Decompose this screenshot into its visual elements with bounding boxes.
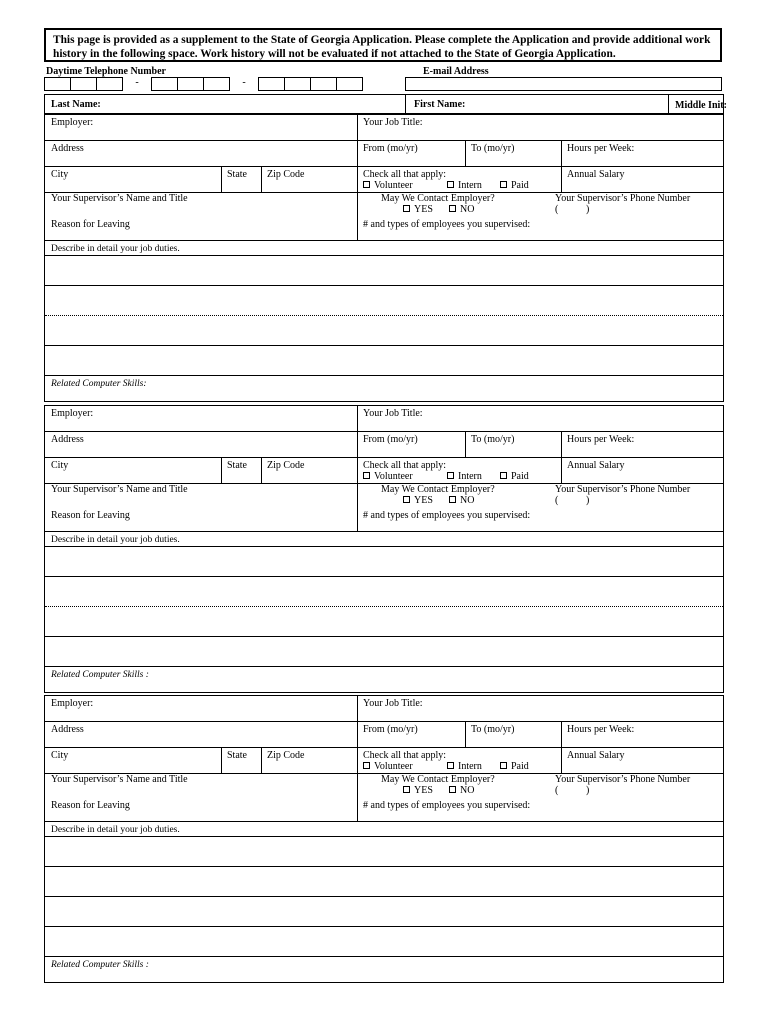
hours-per-week-field[interactable]: Hours per Week: xyxy=(567,724,635,735)
duties-label-row xyxy=(45,822,723,837)
notice-line-2: history in the following space. Work history will not be evaluated if not attached to the State of Georgia Application. xyxy=(53,48,616,60)
paid-label: Paid xyxy=(511,180,529,191)
to-date-field[interactable]: To (mo/yr) xyxy=(471,434,515,445)
job-block-3 xyxy=(44,695,724,983)
duties-line[interactable] xyxy=(45,927,723,957)
duties-label: Describe in detail your job duties. xyxy=(51,825,180,835)
duties-label-row xyxy=(45,241,723,256)
intern-label: Intern xyxy=(458,180,482,191)
intern-checkbox[interactable] xyxy=(447,761,482,773)
middle-init-field[interactable] xyxy=(669,95,727,113)
last-name-label: Last Name: xyxy=(51,99,101,110)
divider xyxy=(357,215,358,240)
phone-dash: - xyxy=(242,77,246,88)
checkbox-icon xyxy=(403,205,410,212)
yes-label: YES xyxy=(414,495,433,506)
checkbox-icon xyxy=(363,472,370,479)
supervisor-phone-area-close: ) xyxy=(586,495,590,506)
no-label: NO xyxy=(460,495,475,506)
divider xyxy=(561,167,562,192)
checkbox-icon xyxy=(500,181,507,188)
volunteer-checkbox[interactable] xyxy=(363,180,413,192)
phone-digit-box[interactable] xyxy=(96,77,123,91)
checkbox-icon xyxy=(403,786,410,793)
from-date-field[interactable]: From (mo/yr) xyxy=(363,143,418,154)
divider xyxy=(357,722,358,747)
check-all-label: Check all that apply: xyxy=(363,169,447,180)
reason-row xyxy=(45,506,723,532)
duties-line[interactable] xyxy=(45,346,723,376)
intern-checkbox[interactable] xyxy=(447,180,482,192)
job-block-1 xyxy=(44,114,724,402)
volunteer-label: Volunteer xyxy=(374,761,413,772)
divider xyxy=(261,167,262,192)
yes-label: YES xyxy=(414,204,433,215)
to-date-field[interactable]: To (mo/yr) xyxy=(471,724,515,735)
divider xyxy=(561,141,562,166)
notice-line-1: This page is provided as a supplement to the State of Georgia Application. Please complete the Application and provide additional work xyxy=(53,34,711,46)
employer-row xyxy=(45,696,723,722)
annual-salary-field[interactable]: Annual Salary xyxy=(567,169,625,180)
divider xyxy=(357,748,358,773)
divider xyxy=(357,458,358,483)
checkbox-icon xyxy=(449,205,456,212)
phone-digit-box[interactable] xyxy=(284,77,311,91)
duties-label: Describe in detail your job duties. xyxy=(51,244,180,254)
checkbox-icon xyxy=(500,762,507,769)
intern-label: Intern xyxy=(458,471,482,482)
phone-digit-box[interactable] xyxy=(336,77,363,91)
divider xyxy=(357,506,358,531)
employer-field[interactable]: Employer: xyxy=(51,408,94,419)
reason-for-leaving-field[interactable]: Reason for Leaving xyxy=(51,219,130,230)
city-row xyxy=(45,458,723,484)
checkbox-icon xyxy=(449,496,456,503)
divider xyxy=(357,167,358,192)
paid-checkbox[interactable] xyxy=(500,471,529,483)
divider xyxy=(357,796,358,821)
state-field[interactable]: State xyxy=(227,750,247,761)
supervisor-phone-label: Your Supervisor’s Phone Number xyxy=(555,193,691,204)
duties-line[interactable] xyxy=(45,577,723,607)
duties-label: Describe in detail your job duties. xyxy=(51,535,180,545)
divider xyxy=(261,458,262,483)
annual-salary-field[interactable]: Annual Salary xyxy=(567,750,625,761)
hours-per-week-field[interactable]: Hours per Week: xyxy=(567,143,635,154)
supervisor-phone-area-close: ) xyxy=(586,785,590,796)
volunteer-label: Volunteer xyxy=(374,180,413,191)
job-title-field[interactable]: Your Job Title: xyxy=(363,698,423,709)
first-name-label: First Name: xyxy=(414,99,466,110)
paid-checkbox[interactable] xyxy=(500,180,529,192)
supervisor-phone-area-close: ) xyxy=(586,204,590,215)
supervisor-name-field[interactable]: Your Supervisor’s Name and Title xyxy=(51,774,188,785)
supervisor-phone-area-open: ( xyxy=(555,495,559,506)
phone-digit-box[interactable] xyxy=(203,77,230,91)
paid-label: Paid xyxy=(511,761,529,772)
divider xyxy=(561,458,562,483)
address-field[interactable]: Address xyxy=(51,434,84,445)
phone-digit-box[interactable] xyxy=(44,77,71,91)
city-field[interactable]: City xyxy=(51,169,69,180)
duties-line[interactable] xyxy=(45,286,723,316)
address-row xyxy=(45,432,723,458)
checkbox-icon xyxy=(363,181,370,188)
duties-line[interactable] xyxy=(45,547,723,577)
divider xyxy=(357,406,358,431)
divider xyxy=(561,722,562,747)
checkbox-icon xyxy=(500,472,507,479)
from-date-field[interactable]: From (mo/yr) xyxy=(363,724,418,735)
check-all-label: Check all that apply: xyxy=(363,750,447,761)
employer-field[interactable]: Employer: xyxy=(51,117,94,128)
state-field[interactable]: State xyxy=(227,460,247,471)
may-contact-label: May We Contact Employer? xyxy=(381,774,495,785)
duties-line[interactable] xyxy=(45,867,723,897)
zip-code-field[interactable]: Zip Code xyxy=(267,460,305,471)
no-label: NO xyxy=(460,785,475,796)
address-row xyxy=(45,141,723,167)
employer-row xyxy=(45,406,723,432)
checkbox-icon xyxy=(449,786,456,793)
computer-skills-label: Related Computer Skills: xyxy=(51,379,147,389)
from-date-field[interactable]: From (mo/yr) xyxy=(363,434,418,445)
notice-box xyxy=(44,28,722,62)
volunteer-checkbox[interactable] xyxy=(363,471,413,483)
computer-skills-label: Related Computer Skills : xyxy=(51,960,149,970)
paid-label: Paid xyxy=(511,471,529,482)
middle-init-label: Middle Init: xyxy=(675,100,727,111)
intern-checkbox[interactable] xyxy=(447,471,482,483)
divider xyxy=(221,458,222,483)
divider xyxy=(221,748,222,773)
city-field[interactable]: City xyxy=(51,750,69,761)
may-contact-label: May We Contact Employer? xyxy=(381,484,495,495)
first-name-field[interactable] xyxy=(406,95,669,113)
email-label: E-mail Address xyxy=(423,66,489,77)
employees-supervised-field[interactable]: # and types of employees you supervised: xyxy=(363,510,531,521)
checkbox-icon xyxy=(363,762,370,769)
duties-label-row xyxy=(45,532,723,547)
divider xyxy=(357,432,358,457)
supervisor-phone-label: Your Supervisor’s Phone Number xyxy=(555,484,691,495)
phone-digit-box[interactable] xyxy=(258,77,285,91)
divider xyxy=(465,722,466,747)
reason-row xyxy=(45,796,723,822)
volunteer-label: Volunteer xyxy=(374,471,413,482)
supervisor-name-field[interactable]: Your Supervisor’s Name and Title xyxy=(51,193,188,204)
phone-label: Daytime Telephone Number xyxy=(46,66,166,77)
duties-line[interactable] xyxy=(45,897,723,927)
divider xyxy=(261,748,262,773)
no-label: NO xyxy=(460,204,475,215)
reason-row xyxy=(45,215,723,241)
duties-line[interactable] xyxy=(45,607,723,637)
phone-dash: - xyxy=(135,77,139,88)
phone-field[interactable] xyxy=(44,77,363,91)
employees-supervised-field[interactable]: # and types of employees you supervised: xyxy=(363,219,531,230)
check-all-label: Check all that apply: xyxy=(363,460,447,471)
computer-skills-row[interactable] xyxy=(45,957,723,982)
job-block-2 xyxy=(44,405,724,693)
city-row xyxy=(45,167,723,193)
divider xyxy=(561,432,562,457)
name-row xyxy=(44,94,727,114)
employer-field[interactable]: Employer: xyxy=(51,698,94,709)
last-name-field[interactable] xyxy=(45,95,406,113)
city-row xyxy=(45,748,723,774)
hours-per-week-field[interactable]: Hours per Week: xyxy=(567,434,635,445)
address-field[interactable]: Address xyxy=(51,143,84,154)
divider xyxy=(465,141,466,166)
computer-skills-row[interactable] xyxy=(45,667,723,692)
divider xyxy=(357,141,358,166)
phone-digit-box[interactable] xyxy=(177,77,204,91)
computer-skills-label: Related Computer Skills : xyxy=(51,670,149,680)
duties-line[interactable] xyxy=(45,837,723,867)
duties-line[interactable] xyxy=(45,256,723,286)
divider xyxy=(561,748,562,773)
checkbox-icon xyxy=(447,762,454,769)
address-row xyxy=(45,722,723,748)
intern-label: Intern xyxy=(458,761,482,772)
may-contact-label: May We Contact Employer? xyxy=(381,193,495,204)
zip-code-field[interactable]: Zip Code xyxy=(267,750,305,761)
employer-row xyxy=(45,115,723,141)
divider xyxy=(221,167,222,192)
phone-digit-box[interactable] xyxy=(70,77,97,91)
state-field[interactable]: State xyxy=(227,169,247,180)
zip-code-field[interactable]: Zip Code xyxy=(267,169,305,180)
duties-line[interactable] xyxy=(45,637,723,667)
reason-for-leaving-field[interactable]: Reason for Leaving xyxy=(51,800,130,811)
annual-salary-field[interactable]: Annual Salary xyxy=(567,460,625,471)
job-title-field[interactable]: Your Job Title: xyxy=(363,408,423,419)
computer-skills-row[interactable] xyxy=(45,376,723,401)
supervisor-phone-area-open: ( xyxy=(555,204,559,215)
reason-for-leaving-field[interactable]: Reason for Leaving xyxy=(51,510,130,521)
city-field[interactable]: City xyxy=(51,460,69,471)
employees-supervised-field[interactable]: # and types of employees you supervised: xyxy=(363,800,531,811)
phone-digit-box[interactable] xyxy=(310,77,337,91)
checkbox-icon xyxy=(447,181,454,188)
supervisor-phone-area-open: ( xyxy=(555,785,559,796)
job-title-field[interactable]: Your Job Title: xyxy=(363,117,423,128)
divider xyxy=(357,115,358,140)
paid-checkbox[interactable] xyxy=(500,761,529,773)
divider xyxy=(465,432,466,457)
to-date-field[interactable]: To (mo/yr) xyxy=(471,143,515,154)
phone-digit-box[interactable] xyxy=(151,77,178,91)
email-field[interactable] xyxy=(405,77,722,91)
duties-line[interactable] xyxy=(45,316,723,346)
checkbox-icon xyxy=(403,496,410,503)
yes-label: YES xyxy=(414,785,433,796)
supervisor-phone-label: Your Supervisor’s Phone Number xyxy=(555,774,691,785)
supervisor-name-field[interactable]: Your Supervisor’s Name and Title xyxy=(51,484,188,495)
checkbox-icon xyxy=(447,472,454,479)
divider xyxy=(357,696,358,721)
address-field[interactable]: Address xyxy=(51,724,84,735)
volunteer-checkbox[interactable] xyxy=(363,761,413,773)
